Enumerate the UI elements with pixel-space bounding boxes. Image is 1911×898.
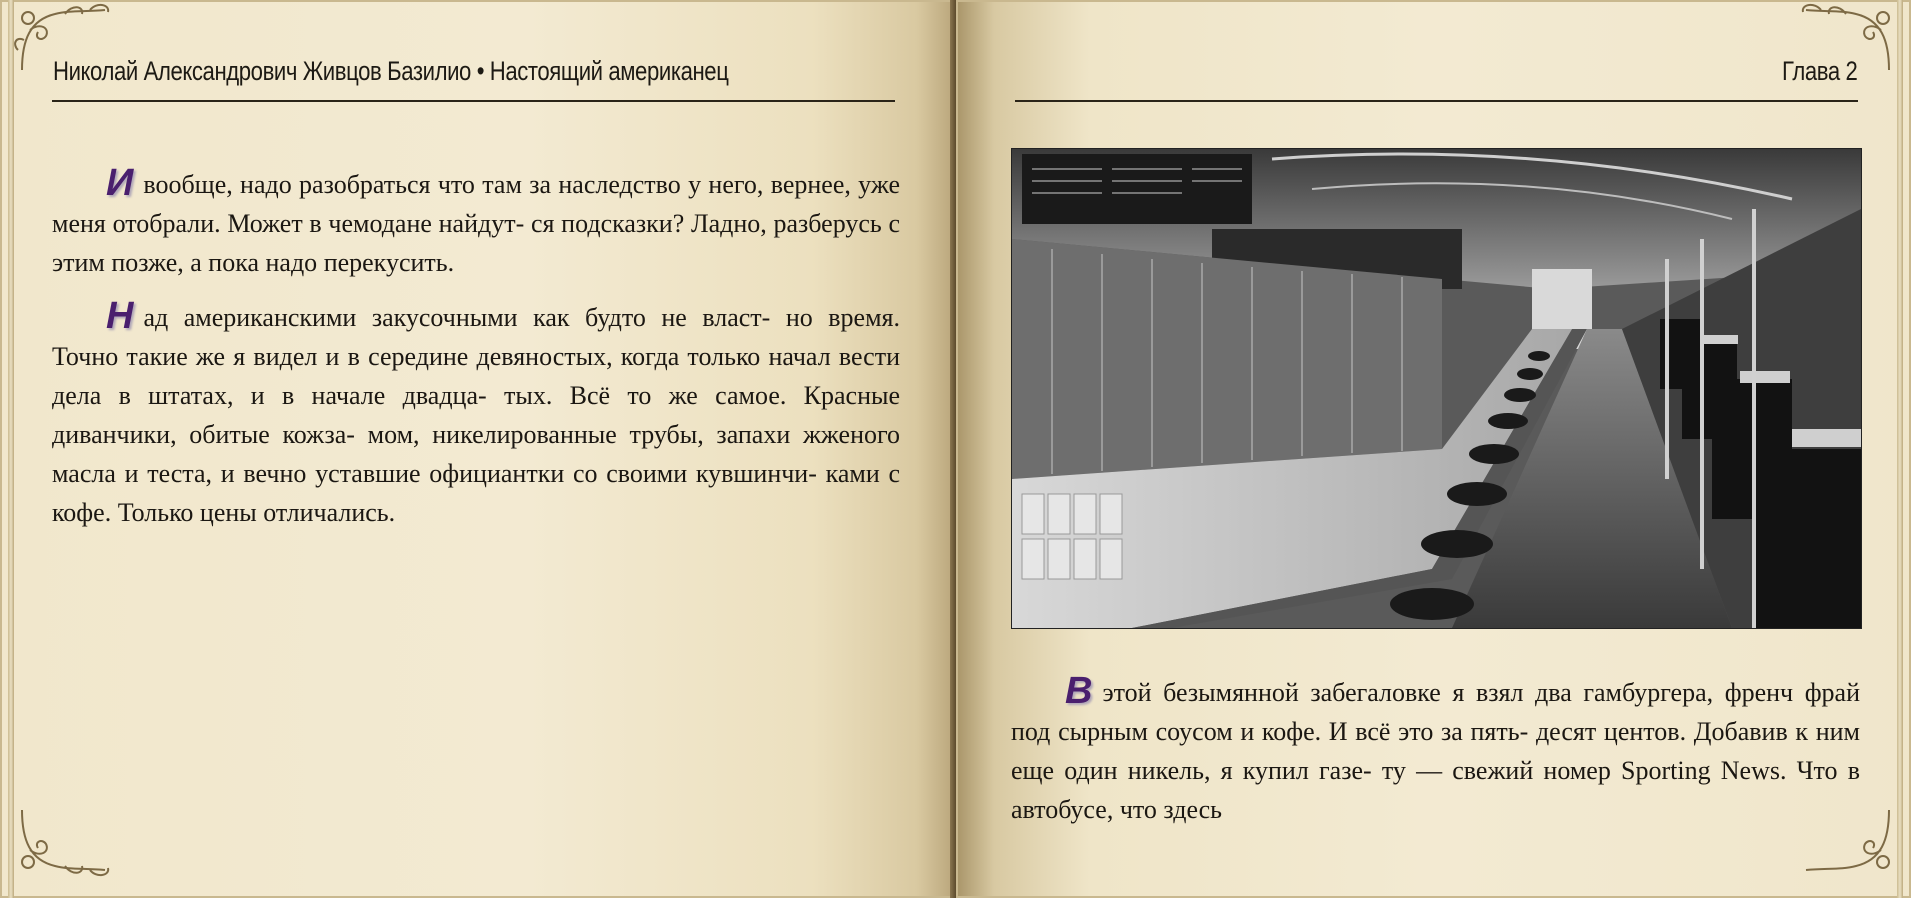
paragraph [52, 164, 900, 282]
dropcap: В [1065, 670, 1093, 712]
text-line: этой безымянной забегаловке я взял два гамбургера, [1102, 678, 1714, 707]
text-line: ад американскими закусочными как будто не власт- [143, 303, 771, 332]
left-page-border [8, 0, 14, 898]
dropcap: Н [106, 295, 134, 337]
chapter-header: Глава 2 [1782, 56, 1858, 86]
paragraph [1011, 672, 1860, 829]
left-page-text [52, 164, 900, 547]
text-line: десят центов. Добавив к ним еще один никель, я купил газе- [1011, 717, 1861, 785]
text-line: перекусить. [323, 248, 455, 277]
text-line: когда только начал вести дела в штатах, и в начале двадца- [52, 342, 900, 410]
text-line: мом, никелированные трубы, запахи жженого масла и [52, 420, 901, 488]
right-page-text [1011, 672, 1860, 844]
paragraph [52, 297, 900, 532]
text-line: теста, и вечно уставшие официантки со своими кувшинчи- [147, 459, 817, 488]
dropcap: И [106, 162, 134, 204]
text-line: ками с кофе. Только цены отличались. [52, 459, 901, 527]
text-line: вообще, надо разобраться что там за наследство у [143, 170, 702, 199]
book-header-author-title: Николай Александрович Живцов Базилио • Настоящий американец [53, 56, 729, 86]
text-line: ту — свежий номер Sporting News. Что в автобусе, что здесь [1011, 756, 1861, 824]
left-page[interactable] [0, 0, 955, 898]
text-line: френч фрай под сырным соусом и кофе. И всё это за пять- [1011, 678, 1860, 746]
diner-interior-photo [1011, 148, 1862, 629]
text-line: но время. Точно такие же я видел и в середине девяностых, [52, 303, 900, 371]
corner-ornament-icon [10, 800, 140, 880]
text-line: него, вернее, уже меня отобрали. Может в чемодане найдут- [52, 170, 901, 238]
header-divider [52, 100, 895, 102]
right-page-border [1897, 0, 1903, 898]
text-line: ся подсказки? Ладно, разберусь с этим позже, а пока надо [52, 209, 901, 277]
header-divider [1015, 100, 1858, 102]
text-line: тых. Всё то же самое. Красные диванчики, обитые кожза- [52, 381, 901, 449]
